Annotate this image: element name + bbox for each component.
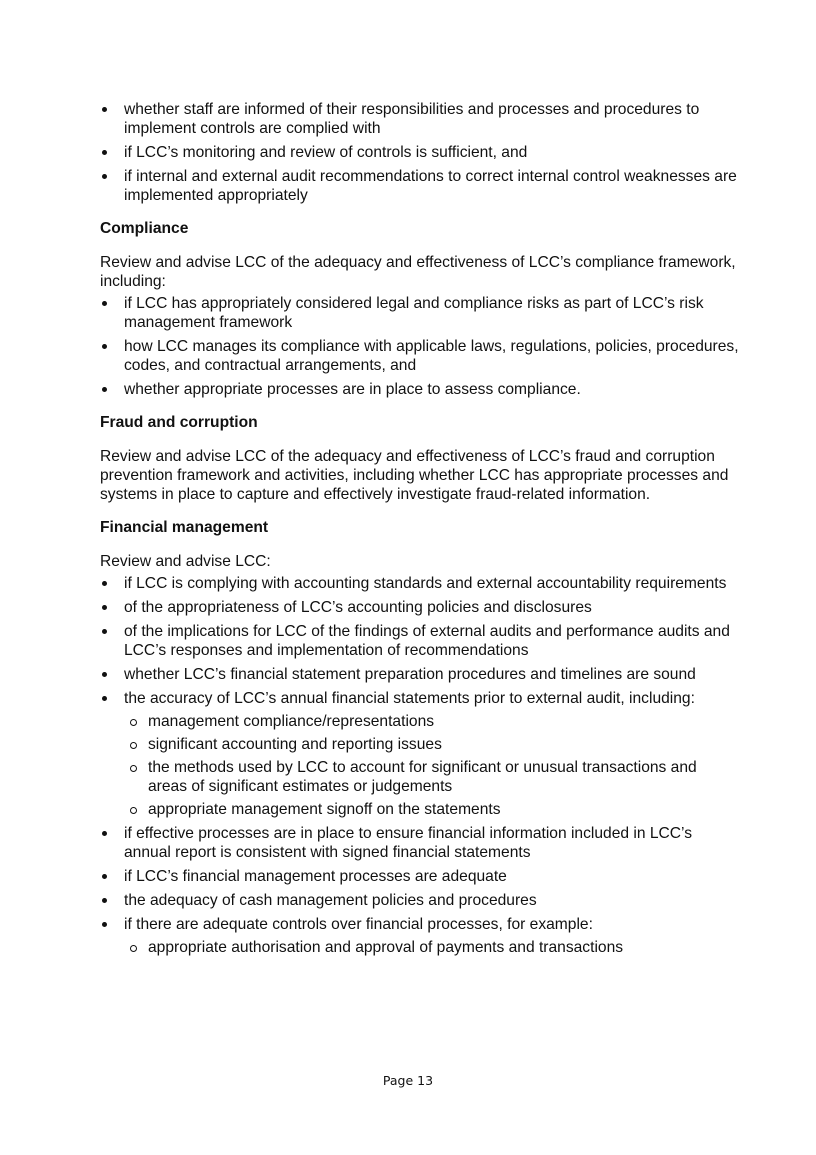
list-item: how LCC manages its compliance with applicable laws, regulations, policies, procedures, codes, and contractual arrangements, and <box>124 338 739 374</box>
list-item: whether LCC’s financial statement preparation procedures and timelines are sound <box>124 666 696 683</box>
list-item: if LCC is complying with accounting standards and external accountability requirements <box>124 575 727 592</box>
circle-bullet-icon <box>130 807 137 814</box>
list-item: of the appropriateness of LCC’s accounting policies and disclosures <box>124 599 592 616</box>
list-item: of the implications for LCC of the findings of external audits and performance audits and LCC’s responses and implementation of recommendations <box>124 623 730 659</box>
list-item: if internal and external audit recommendations to correct internal control weaknesses are implemented appropriately <box>124 168 737 204</box>
list-item: if LCC’s monitoring and review of controls is sufficient, and <box>124 144 528 161</box>
financial-intro: Review and advise LCC: <box>100 553 271 570</box>
fraud-heading: Fraud and corruption <box>100 414 258 431</box>
accuracy-sublist <box>124 712 740 819</box>
list-item: if LCC has appropriately considered legal and compliance risks as part of LCC’s risk management framework <box>124 295 704 331</box>
circle-bullet-icon <box>130 719 137 726</box>
fraud-paragraph: Review and advise LCC of the adequacy and effectiveness of LCC’s fraud and corruption prevention framework and activities, including whether LCC has appropriate processes and systems in place to capture and effectively investigate fraud-related information. <box>100 448 729 503</box>
sublist-item: significant accounting and reporting issues <box>124 735 740 754</box>
list-item: whether appropriate processes are in place to assess compliance. <box>124 381 581 398</box>
compliance-heading: Compliance <box>100 220 189 237</box>
compliance-intro: Review and advise LCC of the adequacy and effectiveness of LCC’s compliance framework, including: <box>100 254 736 290</box>
circle-bullet-icon <box>130 945 137 952</box>
sublist-item: appropriate management signoff on the statements <box>124 800 740 819</box>
sublist-item: appropriate authorisation and approval of payments and transactions <box>124 938 740 957</box>
page-number: Page 13 <box>382 1073 434 1088</box>
list-item: the adequacy of cash management policies and procedures <box>124 892 537 909</box>
document-page <box>100 100 740 962</box>
compliance-list <box>100 294 740 399</box>
circle-bullet-icon <box>130 742 137 749</box>
internal-controls-list <box>100 100 740 205</box>
financial-heading: Financial management <box>100 519 269 536</box>
circle-bullet-icon <box>130 765 137 772</box>
financial-list <box>100 574 740 957</box>
list-item: if there are adequate controls over financial processes, for example: appropriate authorisation and approval of payments and transactions <box>100 915 740 957</box>
list-item: whether staff are informed of their responsibilities and processes and procedures to implement controls are complied with <box>124 101 700 137</box>
sublist-item: the methods used by LCC to account for significant or unusual transactions and areas of significant estimates or judgements <box>124 758 740 796</box>
list-item: if LCC’s financial management processes are adequate <box>124 868 507 885</box>
controls-sublist <box>124 938 740 957</box>
list-item: if effective processes are in place to ensure financial information included in LCC’s annual report is consistent with signed financial statements <box>124 825 693 861</box>
sublist-item: management compliance/representations <box>124 712 740 731</box>
list-item: the accuracy of LCC’s annual financial statements prior to external audit, including: management compliance/representations significant accounting and reporting issues the methods used by LCC to account for significant or unusual transactions and areas of significant estimates or judgements appropriate management signoff on the statements <box>100 689 740 819</box>
